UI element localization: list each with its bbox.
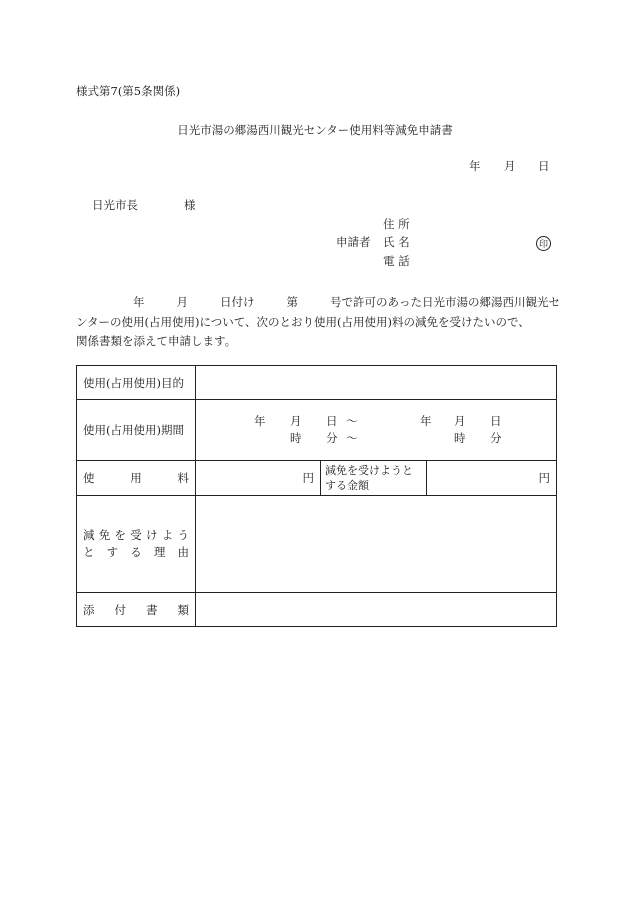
body-line-2 [76,313,560,333]
fee-yen-unit: 円 [302,471,314,485]
period-start-day: 日 [326,414,338,428]
body-month: 月 [176,295,189,309]
body-number-prefix: 第 [286,295,299,309]
body-line-2-text: ンターの使用(占用使用)について、次のとおり使用(占用使用)料の減免を受けたいので、 [76,314,530,329]
fee-row [77,461,557,496]
purpose-row [77,366,557,400]
period-label: 使用(占用使用)期間 [77,400,196,461]
reduction-amount-field[interactable] [427,461,557,496]
body-line-3-text: 関係書類を添えて申請します。 [76,334,237,348]
reason-label [77,496,196,593]
reduction-yen-unit: 円 [538,471,551,485]
body-year: 年 [133,295,145,309]
period-row [77,400,557,461]
period-end-year: 年 [420,414,432,428]
period-tilde-2: 〜 [346,431,358,445]
phone-label: 電 話 [383,254,410,268]
applicant-label: 申請者 [336,235,371,249]
reason-label-line-2: と す る 理 由 [83,545,189,559]
attachments-field[interactable] [196,593,557,627]
period-start-year: 年 [254,414,266,428]
period-content [196,400,556,460]
period-start-hour: 時 [290,431,302,445]
name-label: 氏 名 [383,235,410,249]
attachments-row [77,593,557,627]
body-paragraph [76,293,560,352]
body-line-1 [76,293,560,313]
reason-field[interactable] [196,496,557,593]
period-start-minute: 分 [326,431,338,445]
form-title: 日光市湯の郷湯西川観光センター使用料等減免申請書 [177,123,453,137]
date-month-unit: 月 [504,159,516,173]
attachments-label: 添 付 書 類 [77,593,196,627]
addressee-honorific: 様 [184,198,196,212]
body-date-suffix: 日付け [220,295,255,309]
period-end-month: 月 [454,414,466,428]
period-end-day: 日 [490,414,502,428]
period-tilde-1: 〜 [346,414,358,428]
addressee-name: 日光市長 [92,198,138,212]
application-table [76,365,557,627]
period-start-month: 月 [290,414,302,428]
purpose-label: 使用(占用使用)目的 [77,366,196,400]
date-day-unit: 日 [538,159,550,173]
body-line-1-text: 号で許可のあった日光市湯の郷湯西川観光セ [330,295,560,309]
period-end-hour: 時 [454,431,466,445]
fee-label: 使 用 料 [77,461,196,496]
reason-row [77,496,557,593]
date-year-unit: 年 [469,159,481,173]
reason-label-line-1: 減 免 を 受 け よ う [83,528,189,542]
period-end-minute: 分 [490,431,502,445]
seal-icon: 印 [536,236,551,251]
fee-field[interactable] [196,461,321,496]
period-field[interactable] [196,400,557,461]
address-label: 住 所 [383,217,410,231]
body-line-3 [76,332,560,352]
form-number: 様式第7(第5条関係) [76,84,181,98]
purpose-field[interactable] [196,366,557,400]
reduction-amount-label: 減免を受けようとする金額 [321,461,427,496]
